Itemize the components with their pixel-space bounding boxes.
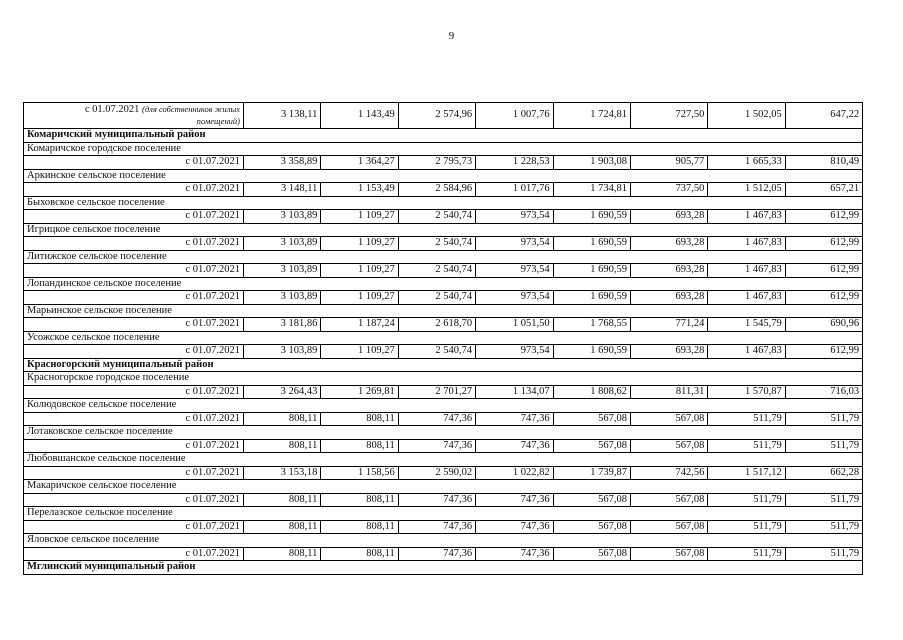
settlement-name: Лопандинское сельское поселение [24,277,863,291]
tariff-value: 511,79 [708,412,785,426]
tariff-value: 657,21 [785,183,862,197]
owner-note-line2: помещений) [196,115,240,126]
tariff-value: 1 545,79 [708,318,785,332]
tariff-value: 973,54 [476,264,553,278]
tariff-value: 2 701,27 [398,385,475,399]
tariff-value: 1 269,81 [321,385,398,399]
settlement-row [24,169,863,183]
tariff-value: 567,08 [630,439,707,453]
date-label: с 01.07.2021 [24,547,244,561]
date-label: с 01.07.2021 [24,520,244,534]
tariff-value: 693,28 [630,237,707,251]
tariff-value: 567,08 [553,547,630,561]
tariff-value: 747,36 [398,439,475,453]
tariff-value: 2 540,74 [398,237,475,251]
tariff-value: 1 665,33 [708,156,785,170]
settlement-row [24,453,863,467]
tariff-value: 747,36 [476,493,553,507]
date-label: с 01.07.2021 [24,264,244,278]
settlement-row [24,534,863,548]
tariff-value: 511,79 [785,547,862,561]
tariff-value: 693,28 [630,264,707,278]
tariff-value: 1 109,27 [321,345,398,359]
date-label: с 01.07.2021 [24,345,244,359]
date-label: с 01.07.2021 [24,412,244,426]
tariff-value: 1 134,07 [476,385,553,399]
tariff-value: 1 739,87 [553,466,630,480]
tariff-value: 1 109,27 [321,264,398,278]
settlement-name: Быховское сельское поселение [24,196,863,210]
settlement-row [24,304,863,318]
tariff-value: 3 103,89 [244,210,321,224]
tariff-value: 511,79 [785,493,862,507]
tariff-value: 1 690,59 [553,345,630,359]
settlement-name: Марьинское сельское поселение [24,304,863,318]
date-label: с 01.07.2021 [24,439,244,453]
tariff-value: 747,36 [476,547,553,561]
tariff-value: 747,36 [398,493,475,507]
tariff-value: 747,36 [398,412,475,426]
tariff-value: 3 103,89 [244,264,321,278]
tariff-value: 1 109,27 [321,210,398,224]
date-label: с 01.07.2021 [24,156,244,170]
settlement-row [24,196,863,210]
tariff-value: 1 007,76 [476,103,553,129]
tariff-value: 737,50 [630,183,707,197]
tariff-value: 1 051,50 [476,318,553,332]
tariff-value: 3 103,89 [244,237,321,251]
tariff-value: 693,28 [630,291,707,305]
table-row [24,345,863,359]
tariff-value: 511,79 [785,412,862,426]
tariff-value: 2 540,74 [398,264,475,278]
settlement-row [24,331,863,345]
tariff-value: 808,11 [244,520,321,534]
tariff-value: 511,79 [708,547,785,561]
tariff-value: 3 148,11 [244,183,321,197]
tariff-value: 3 181,86 [244,318,321,332]
tariff-value: 1 768,55 [553,318,630,332]
date-label: с 01.07.2021 [84,104,140,115]
tariff-value: 3 153,18 [244,466,321,480]
tariff-value: 511,79 [708,493,785,507]
tariff-value: 808,11 [321,547,398,561]
tariff-value: 567,08 [553,520,630,534]
settlement-row [24,480,863,494]
tariff-value: 1 467,83 [708,264,785,278]
settlement-row [24,223,863,237]
tariff-value: 973,54 [476,291,553,305]
tariff-value: 612,99 [785,345,862,359]
table-row [24,493,863,507]
tariff-value: 1 724,81 [553,103,630,129]
tariff-table [23,102,863,575]
tariff-value: 1 517,12 [708,466,785,480]
district-name: Комаричский муниципальный район [24,129,863,143]
settlement-name: Игрицкое сельское поселение [24,223,863,237]
table-row [24,439,863,453]
tariff-value: 742,56 [630,466,707,480]
settlement-name: Перелазское сельское поселение [24,507,863,521]
district-row [24,561,863,575]
table-row [24,291,863,305]
tariff-value: 612,99 [785,291,862,305]
tariff-value: 1 808,62 [553,385,630,399]
table-row [24,385,863,399]
tariff-value: 511,79 [785,520,862,534]
date-label: с 01.07.2021 [24,318,244,332]
tariff-value: 2 584,96 [398,183,475,197]
date-label: с 01.07.2021 [24,291,244,305]
table-row [24,466,863,480]
settlement-row [24,250,863,264]
tariff-value: 808,11 [321,412,398,426]
tariff-value: 808,11 [244,493,321,507]
date-label: с 01.07.2021 [24,493,244,507]
tariff-value: 511,79 [708,520,785,534]
settlement-row [24,507,863,521]
tariff-value: 808,11 [321,493,398,507]
tariff-value: 747,36 [476,412,553,426]
settlement-row [24,399,863,413]
tariff-value: 2 618,70 [398,318,475,332]
tariff-value: 511,79 [785,439,862,453]
settlement-name: Макаричское сельское поселение [24,480,863,494]
tariff-value: 811,31 [630,385,707,399]
date-label: с 01.07.2021 [24,466,244,480]
tariff-value: 716,03 [785,385,862,399]
tariff-value: 1 109,27 [321,237,398,251]
settlement-name: Любовшанское сельское поселение [24,453,863,467]
table-row [24,237,863,251]
settlement-name: Колюдовское сельское поселение [24,399,863,413]
tariff-value: 747,36 [398,520,475,534]
tariff-value: 1 903,08 [553,156,630,170]
tariff-value: 612,99 [785,210,862,224]
tariff-value: 3 138,11 [244,103,321,129]
tariff-value: 1 570,87 [708,385,785,399]
owner-note-line1: (для собственников жилых [142,104,240,114]
tariff-value: 747,36 [398,547,475,561]
tariff-value: 647,22 [785,103,862,129]
settlement-row [24,372,863,386]
table-row [24,547,863,561]
tariff-value: 747,36 [476,520,553,534]
settlement-name: Комаричское городское поселение [24,142,863,156]
tariff-value: 808,11 [244,439,321,453]
settlement-row [24,426,863,440]
tariff-value: 1 690,59 [553,210,630,224]
tariff-value: 1 502,05 [708,103,785,129]
table-row [24,210,863,224]
tariff-value: 810,49 [785,156,862,170]
date-cell [24,103,244,129]
settlement-name: Усожское сельское поселение [24,331,863,345]
tariff-value: 1 364,27 [321,156,398,170]
tariff-value: 2 574,96 [398,103,475,129]
tariff-value: 511,79 [708,439,785,453]
settlement-row [24,277,863,291]
table-row [24,520,863,534]
settlement-name: Аркинское сельское поселение [24,169,863,183]
tariff-value: 567,08 [553,493,630,507]
tariff-value: 1 153,49 [321,183,398,197]
tariff-value: 747,36 [476,439,553,453]
tariff-value: 3 358,89 [244,156,321,170]
district-name: Красногорский муниципальный район [24,358,863,372]
tariff-value: 567,08 [630,493,707,507]
tariff-value: 567,08 [630,520,707,534]
tariff-value: 662,28 [785,466,862,480]
tariff-value: 973,54 [476,210,553,224]
tariff-value: 1 187,24 [321,318,398,332]
tariff-value: 567,08 [553,412,630,426]
tariff-value: 1 467,83 [708,291,785,305]
tariff-value: 690,96 [785,318,862,332]
table-row [24,412,863,426]
district-row [24,129,863,143]
tariff-table-body [24,103,863,575]
table-row [24,156,863,170]
tariff-value: 1 467,83 [708,210,785,224]
tariff-value: 567,08 [630,412,707,426]
tariff-value: 1 512,05 [708,183,785,197]
tariff-value: 1 467,83 [708,345,785,359]
table-row [24,103,863,129]
tariff-value: 3 103,89 [244,345,321,359]
tariff-value: 3 264,43 [244,385,321,399]
tariff-value: 2 540,74 [398,210,475,224]
settlement-name: Яловское сельское поселение [24,534,863,548]
tariff-value: 808,11 [244,547,321,561]
table-row [24,183,863,197]
table-row [24,318,863,332]
tariff-value: 1 022,82 [476,466,553,480]
tariff-value: 771,24 [630,318,707,332]
tariff-value: 1 690,59 [553,264,630,278]
tariff-value: 973,54 [476,237,553,251]
tariff-value: 1 017,76 [476,183,553,197]
settlement-name: Красногорское городское поселение [24,372,863,386]
table-row [24,264,863,278]
tariff-value: 567,08 [553,439,630,453]
tariff-value: 1 690,59 [553,291,630,305]
tariff-value: 1 228,53 [476,156,553,170]
tariff-value: 2 540,74 [398,291,475,305]
tariff-value: 2 795,73 [398,156,475,170]
district-row [24,358,863,372]
tariff-value: 693,28 [630,210,707,224]
tariff-value: 1 734,81 [553,183,630,197]
tariff-value: 808,11 [244,412,321,426]
settlement-name: Лотаковское сельское поселение [24,426,863,440]
tariff-value: 1 467,83 [708,237,785,251]
tariff-value: 612,99 [785,264,862,278]
page-number: 9 [448,30,455,42]
tariff-value: 973,54 [476,345,553,359]
tariff-value: 905,77 [630,156,707,170]
date-label: с 01.07.2021 [24,183,244,197]
tariff-value: 2 540,74 [398,345,475,359]
tariff-value: 3 103,89 [244,291,321,305]
date-label: с 01.07.2021 [24,210,244,224]
date-label: с 01.07.2021 [24,385,244,399]
settlement-row [24,142,863,156]
tariff-value: 693,28 [630,345,707,359]
tariff-value: 1 158,56 [321,466,398,480]
tariff-value: 727,50 [630,103,707,129]
tariff-value: 1 690,59 [553,237,630,251]
settlement-name: Литижское сельское поселение [24,250,863,264]
tariff-value: 808,11 [321,520,398,534]
tariff-value: 808,11 [321,439,398,453]
tariff-value: 2 590,02 [398,466,475,480]
date-label: с 01.07.2021 [24,237,244,251]
tariff-value: 612,99 [785,237,862,251]
tariff-value: 567,08 [630,547,707,561]
tariff-value: 1 143,49 [321,103,398,129]
district-name: Мглинский муниципальный район [24,561,863,575]
tariff-value: 1 109,27 [321,291,398,305]
